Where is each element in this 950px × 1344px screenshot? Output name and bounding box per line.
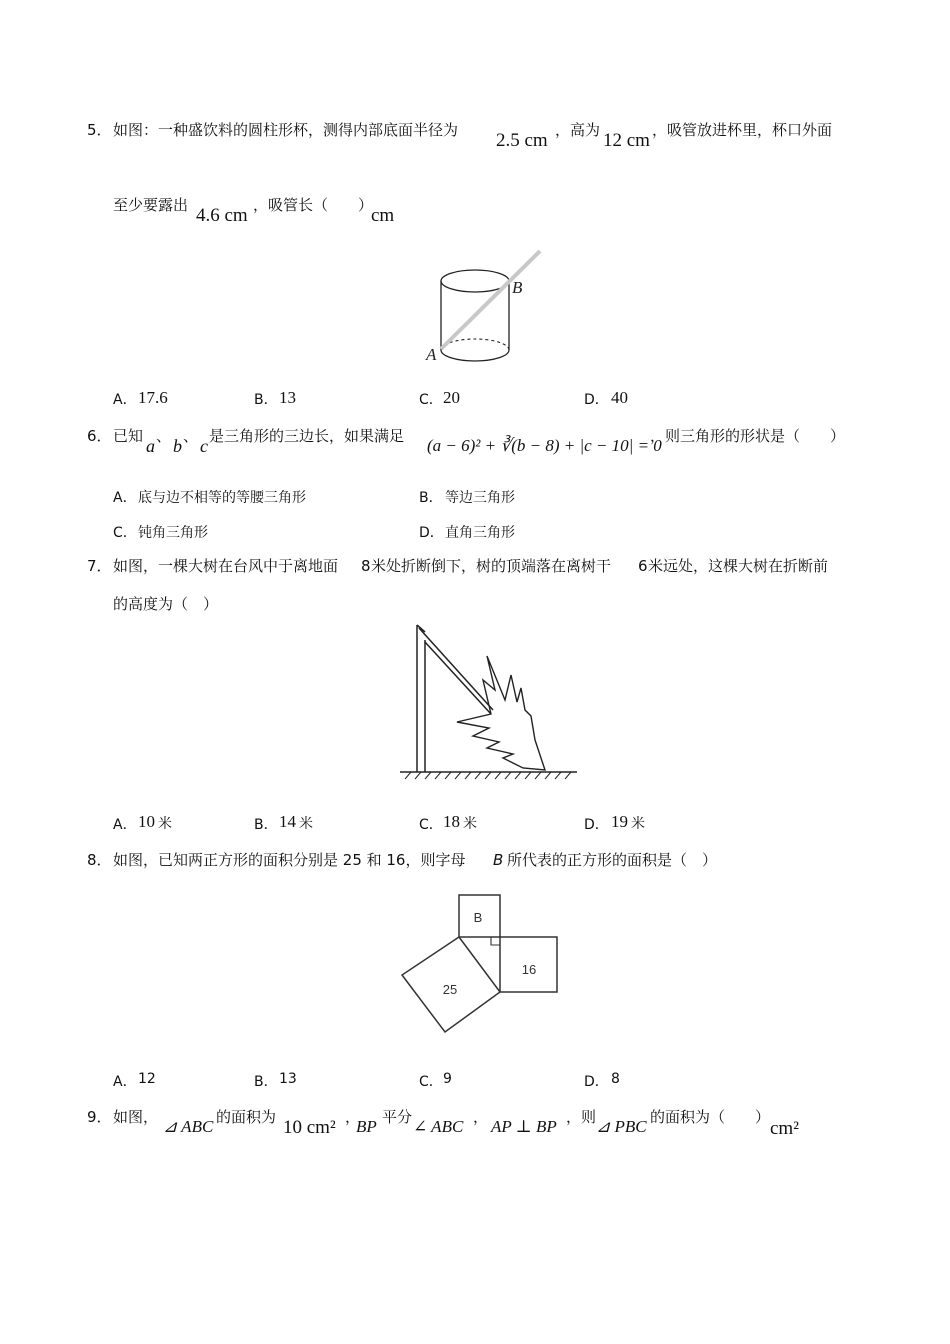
q7-option-d-unit: 米 (631, 816, 645, 832)
fallen-trunk-upper (419, 628, 493, 710)
q6-option-c-key: C． (113, 525, 137, 541)
q8-number: 8． (87, 851, 112, 869)
q5-text-line1: 如图：一种盛饮料的圆柱形杯，测得内部底面半径为 (113, 121, 459, 139)
q7-option-c-value[interactable]: 18 (443, 812, 460, 831)
q7-text-p2: 米处折断倒下，树的顶端落在离树干 (371, 557, 612, 575)
q5-text-line2: 至少要露出 (113, 196, 189, 214)
q6-text-mid: 是三角形的三边长，如果满足 (209, 427, 405, 445)
q8-option-d-key: D． (584, 1074, 609, 1090)
q9-triangle-abc: ⊿ ABC (163, 1117, 214, 1136)
q7-option-b-key: B． (254, 817, 278, 833)
q8-letter-b: B (493, 851, 504, 869)
q9-text-t3: ，则 (566, 1108, 597, 1126)
q6-option-a-key: A． (113, 490, 137, 506)
q5-option-b[interactable]: 13 (279, 388, 296, 407)
q9-perpendicular: AP ⊥ BP (491, 1117, 557, 1136)
q9-unit: cm² (770, 1118, 799, 1139)
q5-radius: 2.5 cm (496, 130, 548, 151)
q7-text-p3: 米远处，这棵大树在折断前 (648, 557, 829, 575)
q6-option-c[interactable]: 钝角三角形 (138, 525, 208, 541)
q6-sep1: 、 (156, 427, 172, 445)
q5-text-line1-end: ，吸管放进杯里，杯口外面 (652, 121, 833, 139)
q7-option-c-key: C． (419, 817, 443, 833)
q8-option-a-key: A． (113, 1074, 137, 1090)
q7-text-p1: 如图，一棵大树在台风中于离地面 (113, 557, 339, 575)
cup-bottom-front (441, 350, 509, 361)
q7-text-line2: 的高度为（ ） (113, 595, 219, 613)
q7-option-a-key: A． (113, 817, 137, 833)
q8-squares-figure (398, 892, 563, 1037)
straw (441, 251, 540, 349)
q7-option-a-value[interactable]: 10 (138, 812, 155, 831)
q6-var-b: b (173, 436, 182, 456)
q8-option-c[interactable]: 9 (443, 1071, 452, 1087)
q5-unit: cm (371, 205, 395, 226)
q6-text-pre: 已知 (113, 427, 144, 445)
q8-option-c-key: C． (419, 1074, 443, 1090)
q6-sep2: 、 (183, 427, 199, 445)
q6-option-d[interactable]: 直角三角形 (445, 525, 515, 541)
q9-bp: BP (356, 1117, 377, 1136)
label-b-square: B (473, 910, 483, 925)
q7-option-a-unit: 米 (158, 816, 172, 832)
q5-option-a-key: A． (113, 392, 137, 408)
q9-triangle-pbc: ⊿ PBC (596, 1117, 647, 1136)
fallen-trunk-lower (425, 642, 491, 714)
q9-sep1: ， (345, 1108, 361, 1126)
label-25: 25 (442, 982, 458, 997)
q5-option-d[interactable]: 40 (611, 388, 628, 407)
q8-option-d[interactable]: 8 (611, 1071, 620, 1087)
q6-option-b-key: B． (419, 490, 443, 506)
q5-option-c-key: C． (419, 392, 443, 408)
q7-option-c-unit: 米 (463, 816, 477, 832)
q5-number: 5． (87, 121, 112, 139)
q9-sep2: ， (473, 1108, 489, 1126)
q9-text-t1: 的面积为 (216, 1108, 277, 1126)
q6-option-b[interactable]: 等边三角形 (445, 490, 515, 506)
q9-text-t4: 的面积为（ ） (650, 1108, 771, 1126)
q5-text-mid: ，高为 (555, 121, 601, 139)
q7-option-d-value[interactable]: 19 (611, 812, 628, 831)
label-b: B (512, 278, 523, 297)
q9-area-value: 10 cm² (283, 1117, 336, 1138)
q9-text-t2: 平分 (382, 1108, 413, 1126)
cup-top-ellipse (441, 270, 509, 292)
q8-option-a[interactable]: 12 (138, 1071, 156, 1087)
q6-var-a: a (146, 436, 155, 456)
q5-option-b-key: B． (254, 392, 278, 408)
q7-option-b-value[interactable]: 14 (279, 812, 296, 831)
q9-text-pre: 如图， (113, 1108, 159, 1126)
q9-angle-abc: ∠ ABC (413, 1117, 464, 1136)
q6-var-c: c (200, 436, 208, 456)
q5-cup-figure (420, 245, 550, 370)
right-angle-mark (491, 937, 500, 945)
q5-text-line2-end: ，吸管长（ ） (253, 196, 374, 214)
q8-text2: 所代表的正方形的面积是（ ） (507, 851, 718, 869)
q5-option-c[interactable]: 20 (443, 388, 460, 407)
q5-outside-length: 4.6 cm (196, 205, 248, 226)
q6-number: 6． (87, 427, 112, 445)
q5-option-a[interactable]: 17.6 (138, 388, 168, 407)
q6-equation: (a − 6)² + ∛(b − 8) + |c − 10| = 0 (427, 436, 662, 455)
q6-option-d-key: D． (419, 525, 444, 541)
q7-number: 7． (87, 557, 112, 575)
label-16: 16 (521, 962, 537, 977)
q6-text-end: ，则三角形的形状是（ ） (650, 427, 846, 445)
q7-num2: 6 (638, 557, 648, 575)
label-a: A (426, 345, 437, 364)
tree-crown (457, 656, 545, 770)
q7-tree-figure (395, 620, 580, 780)
q5-height: 12 cm (603, 130, 650, 151)
q8-option-b-key: B． (254, 1074, 278, 1090)
q8-text: 如图，已知两正方形的面积分别是 25 和 16，则字母 (113, 851, 466, 869)
q6-option-a[interactable]: 底与边不相等的等腰三角形 (138, 490, 306, 506)
q7-num1: 8 (361, 557, 371, 575)
q8-option-b[interactable]: 13 (279, 1071, 297, 1087)
q5-option-d-key: D． (584, 392, 609, 408)
q9-number: 9． (87, 1108, 112, 1126)
q7-option-d-key: D． (584, 817, 609, 833)
q7-option-b-unit: 米 (299, 816, 313, 832)
